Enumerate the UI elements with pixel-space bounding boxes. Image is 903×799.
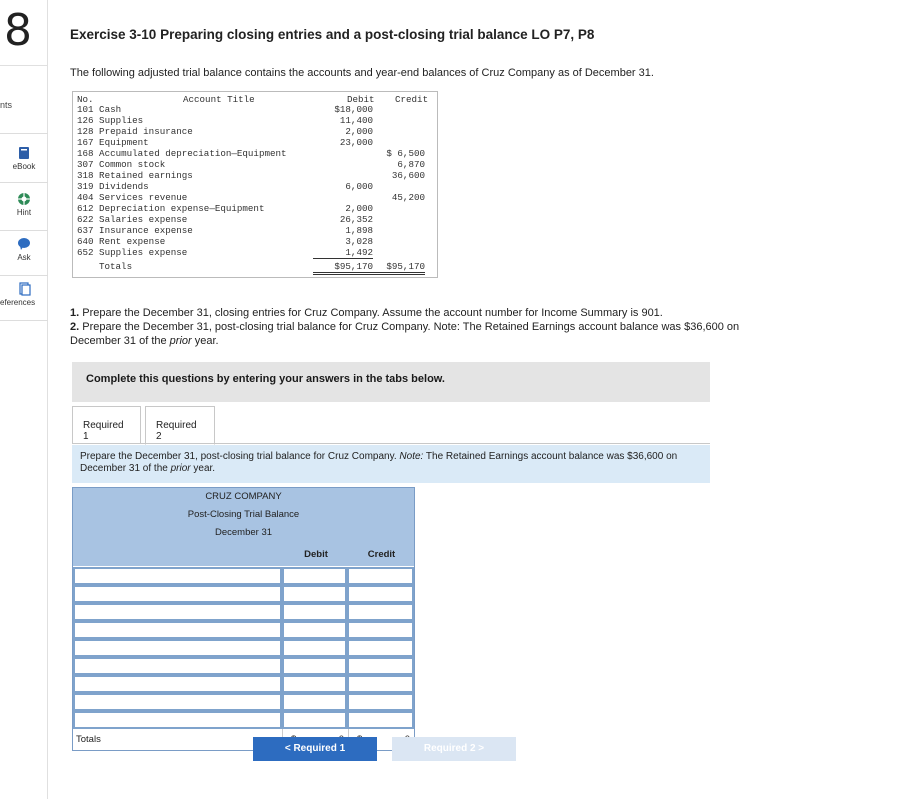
table-row: [73, 656, 414, 674]
totals-row: Totals $95,170 $95,170: [73, 261, 437, 272]
credit-input[interactable]: [347, 675, 414, 693]
debit-input[interactable]: [282, 567, 348, 585]
credit-input[interactable]: [347, 603, 414, 621]
account-select[interactable]: [73, 657, 282, 675]
totals-label: Totals: [73, 729, 283, 750]
adjusted-trial-balance: [72, 91, 438, 278]
left-rail: [0, 0, 48, 799]
table-row: [73, 692, 414, 710]
report-title: Post-Closing Trial Balance: [187, 509, 300, 520]
account-select[interactable]: [73, 621, 282, 639]
debit-input[interactable]: [282, 693, 348, 711]
document-icon: [17, 282, 31, 296]
credit-input[interactable]: [347, 585, 414, 603]
debit-input[interactable]: [282, 621, 348, 639]
report-date: December 31: [214, 527, 273, 538]
table-row: [73, 674, 414, 692]
table-row: 637 Insurance expense 1,898: [77, 225, 373, 236]
debit-input[interactable]: [282, 657, 348, 675]
table-row: [73, 638, 414, 656]
credit-input[interactable]: [347, 657, 414, 675]
credit-input[interactable]: [347, 693, 414, 711]
account-select[interactable]: [73, 639, 282, 657]
tab-instructions: Prepare the December 31, post-closing trial balance for Cruz Company. Note: The Retained Earnings account balance was $36,600 on December 31 of the prior year.: [72, 445, 710, 483]
credit-input[interactable]: [347, 621, 414, 639]
chat-bubble-icon: [17, 237, 31, 251]
exercise-title: Exercise 3-10 Preparing closing entries and a post-closing trial balance LO P7, P8: [70, 27, 595, 42]
table-row: 307 Common stock 6,870: [77, 159, 425, 170]
column-headers: [73, 542, 414, 566]
question-2: 2. Prepare the December 31, post-closing trial balance for Cruz Company. Note: The Retained Earnings account balance was $36,600 on December 31 of the prior year.: [70, 321, 740, 347]
table-row: 318 Retained earnings 36,600: [77, 170, 425, 181]
prev-required-1-button[interactable]: < Required 1: [253, 737, 377, 761]
table-row: 126 Supplies 11,400: [77, 115, 373, 126]
credit-input[interactable]: [347, 639, 414, 657]
ask-label: Ask: [17, 253, 31, 262]
table-row: 128 Prepaid insurance 2,000: [77, 126, 373, 137]
tb-header-debit: Debit: [347, 94, 375, 105]
table-row: [73, 602, 414, 620]
debit-input[interactable]: [282, 675, 348, 693]
table-row: [73, 584, 414, 602]
tab-required-1[interactable]: Required 1: [72, 406, 141, 444]
post-closing-trial-balance-form: [72, 487, 415, 751]
references-button[interactable]: [0, 277, 48, 321]
ebook-button[interactable]: [0, 133, 48, 183]
ask-button[interactable]: [0, 232, 48, 276]
form-header: [73, 488, 414, 542]
account-select[interactable]: [73, 585, 282, 603]
complete-instructions-bar: Complete this questions by entering your answers in the tabs below.: [72, 362, 710, 402]
book-icon: [17, 146, 31, 160]
tab-divider: [72, 443, 710, 444]
table-row: 319 Dividends 6,000: [77, 181, 373, 192]
tb-header-no: No.: [77, 94, 94, 105]
intro-text: The following adjusted trial balance contains the accounts and year-end balances of Cruz Company as of December 31.: [70, 67, 654, 79]
credit-input[interactable]: [347, 711, 414, 729]
debit-input[interactable]: [282, 603, 348, 621]
debit-input[interactable]: [282, 639, 348, 657]
table-row: 612 Depreciation expense—Equipment 2,000: [77, 203, 373, 214]
table-row: 101 Cash $18,000: [77, 104, 373, 115]
table-row: [73, 566, 414, 584]
question-list: [70, 306, 790, 348]
col-credit: Credit: [367, 549, 396, 560]
hint-button[interactable]: [0, 187, 48, 231]
question-1: 1. Prepare the December 31, closing entries for Cruz Company. Assume the account number for Income Summary is 901.: [70, 307, 663, 319]
credit-input[interactable]: [347, 567, 414, 585]
table-row: [73, 710, 414, 728]
tb-header-credit: Credit: [395, 94, 429, 105]
hint-label: Hint: [16, 208, 32, 217]
company-name: CRUZ COMPANY: [205, 491, 282, 502]
table-row: [73, 620, 414, 638]
debit-input[interactable]: [282, 585, 348, 603]
debit-input[interactable]: [282, 711, 348, 729]
tb-header-title: Account Title: [183, 94, 255, 105]
rail-partial-label: nts: [0, 100, 13, 110]
table-row: 640 Rent expense 3,028: [77, 236, 373, 247]
table-row: 167 Equipment 23,000: [77, 137, 373, 148]
table-row: 652 Supplies expense 1,492: [77, 247, 373, 258]
tab-required-2[interactable]: Required 2: [145, 406, 215, 445]
col-debit: Debit: [304, 549, 328, 560]
table-row: 404 Services revenue 45,200: [77, 192, 425, 203]
next-required-2-button[interactable]: Required 2 >: [392, 737, 516, 761]
table-row: 622 Salaries expense 26,352: [77, 214, 373, 225]
account-select[interactable]: [73, 603, 282, 621]
ebook-label: eBook: [12, 162, 36, 171]
references-label: eferences: [0, 298, 36, 307]
account-select[interactable]: [73, 711, 282, 729]
account-select[interactable]: [73, 675, 282, 693]
lifebuoy-icon: [17, 192, 31, 206]
account-select[interactable]: [73, 567, 282, 585]
question-number: 8: [0, 0, 48, 66]
account-select[interactable]: [73, 693, 282, 711]
col-account: [73, 543, 283, 566]
table-row: 168 Accumulated depreciation—Equipment $ 6,500: [77, 148, 425, 159]
